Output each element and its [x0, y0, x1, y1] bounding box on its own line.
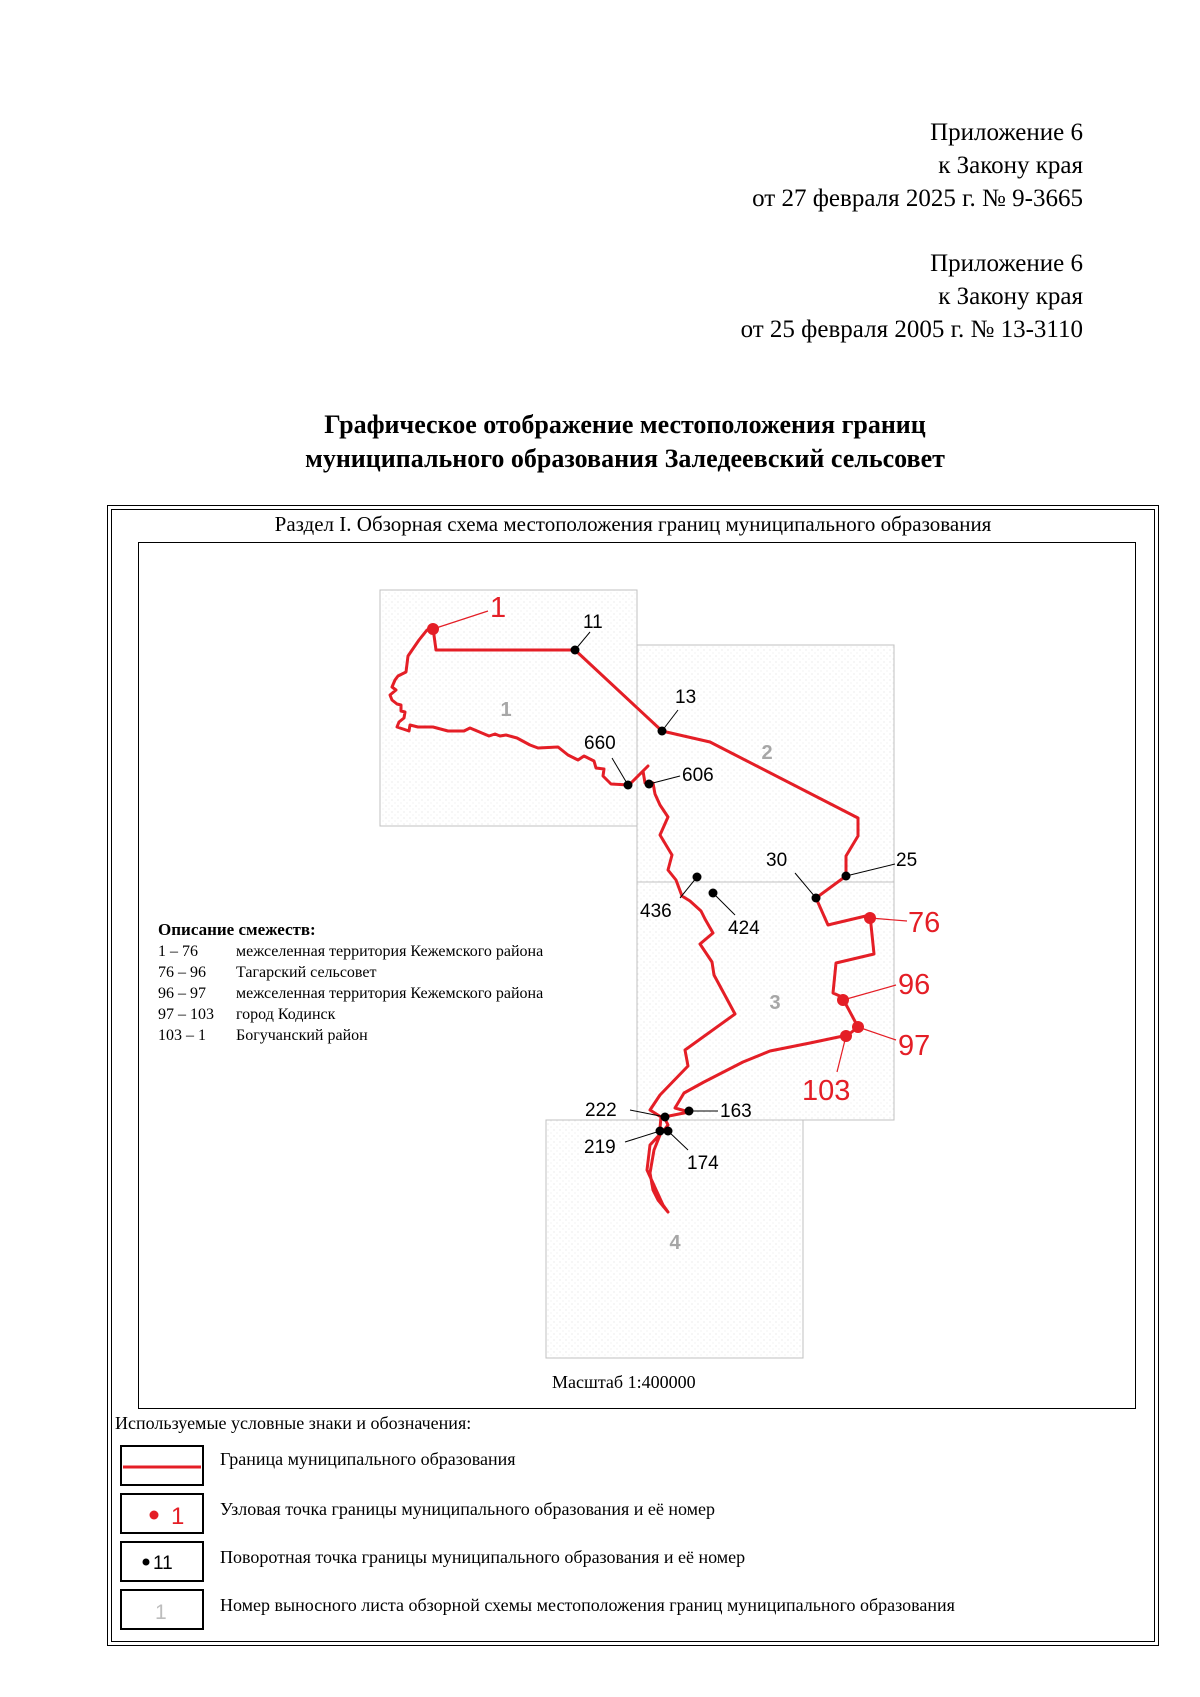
turn-point-label: 163	[720, 1101, 752, 1122]
annex-line3: от 25 февраля 2005 г. № 13-3110	[740, 316, 1083, 343]
title-line2: муниципального образования Заледеевский сельсовет	[305, 444, 945, 473]
legend-node-box	[120, 1493, 204, 1534]
turn-point-label: 30	[766, 850, 788, 871]
adjacency-range: 97 – 103	[158, 1006, 214, 1023]
turn-point-label: 436	[640, 901, 672, 922]
adjacency-desc: Богучанский район	[236, 1027, 368, 1044]
node-point-label: 96	[898, 969, 931, 1001]
legend-sheet-box	[120, 1589, 204, 1630]
adjacency-row	[158, 983, 543, 1004]
legend-turn-box	[120, 1541, 204, 1582]
title-line1: Графическое отображение местоположения границ	[324, 410, 926, 439]
legend-turn-sample-label: 11	[153, 1553, 173, 1574]
section-title: Раздел I. Обзорная схема местоположения границ муниципального образования	[274, 512, 992, 536]
legend-node-sample-label: 1	[171, 1503, 185, 1530]
sheet-label: 4	[669, 1232, 681, 1254]
legend-sheet-text: Номер выносного листа обзорной схемы местоположения границ муниципального образования	[220, 1595, 955, 1615]
adjacency-range: 76 – 96	[158, 964, 206, 981]
sheet-label: 3	[769, 992, 781, 1014]
node-point-label: 76	[908, 907, 941, 939]
adjacency-desc: город Кодинск	[236, 1006, 336, 1023]
adjacency-row	[158, 1025, 543, 1046]
turn-point-label: 606	[682, 765, 714, 786]
legend-boundary-text: Граница муниципального образования	[220, 1449, 516, 1469]
turn-point-label: 25	[896, 850, 918, 871]
adjacency-desc: межселенная территория Кежемского района	[236, 985, 544, 1002]
map-scale: Масштаб 1:400000	[552, 1372, 696, 1392]
legend-sheet-sample-label: 1	[155, 1601, 167, 1624]
adjacency-row	[158, 962, 543, 983]
node-point-label: 1	[490, 592, 507, 624]
annex-line1: Приложение 6	[930, 250, 1083, 277]
adjacency-title: Описание смежеств:	[158, 920, 316, 939]
turn-point-label: 174	[687, 1153, 719, 1174]
adjacency-description	[158, 919, 543, 1046]
turn-point-label: 13	[675, 687, 697, 708]
annex-line2: к Закону края	[938, 152, 1083, 179]
adjacency-range: 1 – 76	[158, 943, 198, 960]
annex-line2: к Закону края	[938, 283, 1083, 310]
turn-point-label: 660	[584, 733, 616, 754]
turn-point-label: 424	[728, 918, 760, 939]
adjacency-range: 103 – 1	[158, 1027, 206, 1044]
adjacency-desc: межселенная территория Кежемского района	[236, 943, 544, 960]
adjacency-row	[158, 1004, 543, 1025]
node-point-label: 103	[802, 1075, 851, 1107]
annex-line3: от 27 февраля 2025 г. № 9-3665	[752, 185, 1083, 212]
sheet-label: 2	[761, 742, 773, 764]
turn-point-label: 222	[585, 1100, 617, 1121]
annex-line1: Приложение 6	[930, 119, 1083, 146]
sheet-label: 1	[500, 699, 512, 721]
adjacency-row	[158, 941, 543, 962]
legend-node-text: Узловая точка границы муниципального образования и её номер	[220, 1499, 716, 1519]
adjacency-desc: Тагарский сельсовет	[236, 964, 377, 981]
adjacency-range: 96 – 97	[158, 985, 206, 1002]
legend-title: Используемые условные знаки и обозначения:	[115, 1413, 472, 1433]
legend-boundary-box	[120, 1445, 204, 1486]
node-point-label: 97	[898, 1030, 931, 1062]
legend-turn-text: Поворотная точка границы муниципального образования и её номер	[220, 1547, 746, 1567]
turn-point-label: 11	[583, 612, 603, 633]
turn-point-label: 219	[584, 1137, 616, 1158]
